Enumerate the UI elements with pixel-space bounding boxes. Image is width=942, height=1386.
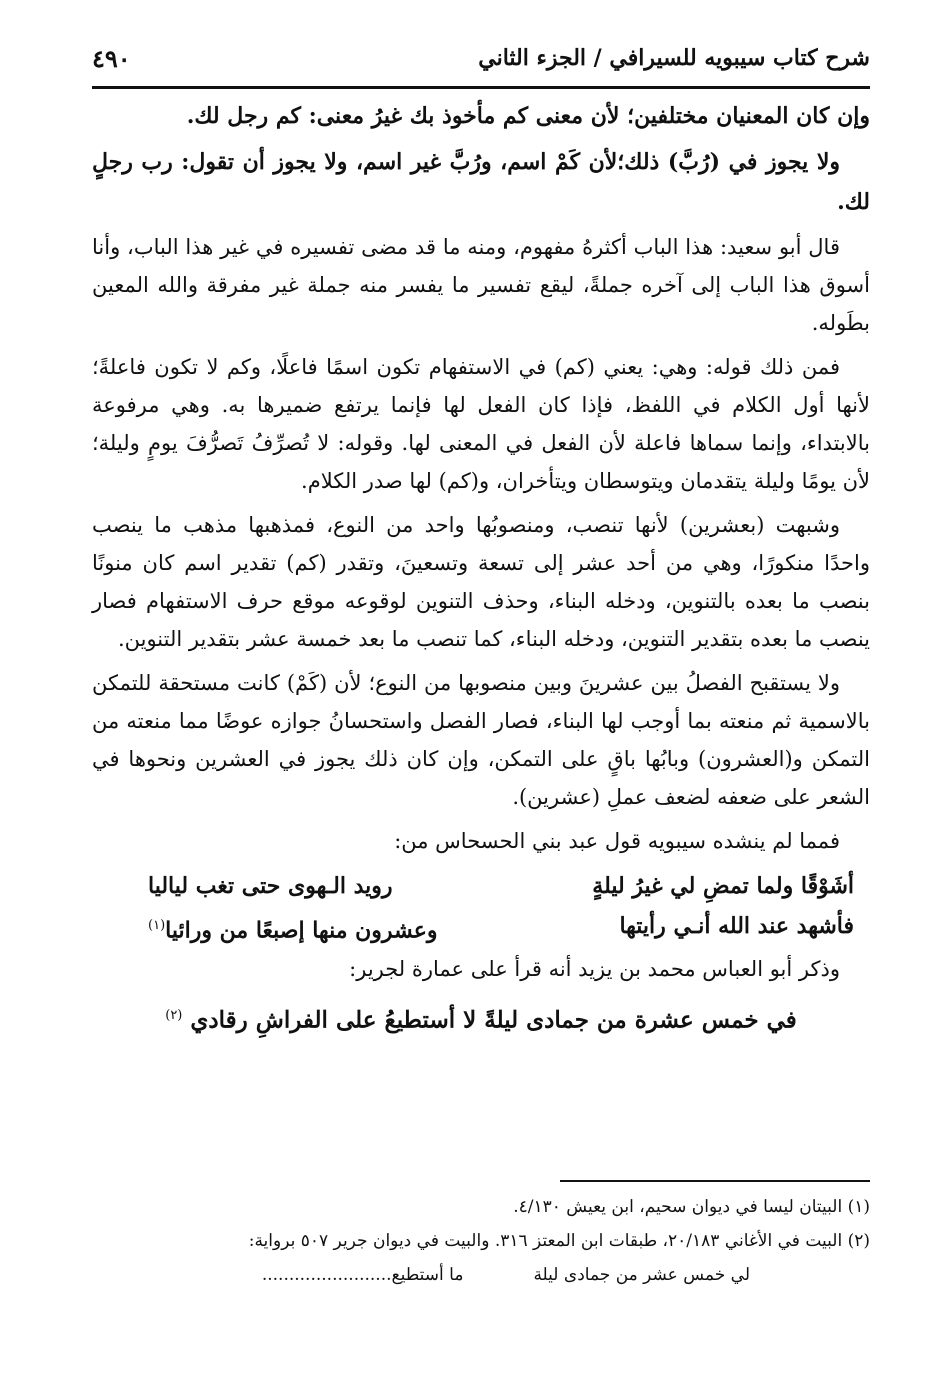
footnote-1: (١) البيتان ليسا في ديوان سحيم، ابن يعيش ٤/١٣٠. — [513, 1197, 870, 1217]
verse-2-second-hemistich — [148, 906, 437, 950]
verse-2-first-hemistich: فأشهد عند الله أنـي رأيتها — [619, 913, 854, 939]
page-number: ٤٩٠ — [92, 43, 131, 73]
footnote-2: (٢) البيت في الأغاني ٢٠/١٨٣، طبقات ابن المعتز ٣١٦. والبيت في ديوان جرير ٥٠٧ برواية: — [248, 1231, 870, 1251]
verse-line-2 — [92, 906, 870, 950]
single-verse-text: في خمس عشرة من جمادى ليلةً لا أستطيعُ على الفراشِ رقادي — [190, 1006, 797, 1034]
running-title: شرح كتاب سيبويه للسيرافي / الجزء الثاني — [478, 45, 870, 71]
paragraph-2: ولا يجوز في (رُبَّ) ذلك؛لأن كَمْ اسم، ورُبَّ غير اسم، ولا يجوز أن تقول: رب رجلٍ لك. — [92, 149, 870, 215]
page-header — [92, 30, 870, 89]
paragraph-4: فمن ذلك قوله: وهي: يعني (كم) في الاستفهام تكون اسمًا فاعلًا، وكم لا تكون فاعلةً؛ لأنها أول الكلام في اللفظ، فإذا كان الفعل لها فإنما يرتفع ضميرها به. وهي مرفوعة بالابتداء، وإنما سماها فاعلة لأن الفعل في المعنى لها. وقوله: لا تُصرِّفُ تَصرُّفَ يومٍ وليلة؛ لأن يومًا وليلة يتقدمان ويتوسطان ويتأخران، و(كم) لها صدر الكلام. — [92, 355, 870, 493]
footnote-verse — [92, 1258, 870, 1292]
footnotes — [92, 1190, 870, 1292]
footnote-divider — [560, 1180, 870, 1182]
paragraph-6: ولا يستقبح الفصلُ بين عشرينَ وبين منصوبها من النوع؛ لأن (كَمْ) كانت مستحقة للتمكن بالاسمية ثم منعته بما أوجب لها البناء، فصار الفصل واستحسانُ جوازه عوضًا مما منعته من التمكن و(العشرون) وبابُها باقٍ على التمكن، وإن كان ذلك يجوز في العشرين ونحوها في الشعر على ضعفه لضعف عملِ (عشرين). — [92, 671, 870, 809]
verse-1-second-hemistich: رويد الـهوى حتى تغب لياليا — [148, 873, 393, 899]
body-text — [92, 96, 870, 1053]
paragraph-8: وذكر أبو العباس محمد بن يزيد أنه قرأ على عمارة لجرير: — [349, 957, 840, 982]
footnote-verse-second: ما أستطيع........................ — [261, 1265, 464, 1285]
footnote-marker-2: (٢) — [165, 1008, 183, 1024]
paragraph-5: وشبهت (بعشرين) لأنها تنصب، ومنصوبُها واحد من النوع، فمذهبها مذهب ما ينصب واحدًا منكورًا، وهي من أحد عشر إلى تسعة وتسعينَ، وتقدر (كم) تقدير اسم كان منونًا بنصب ما بعده بالتنوين، ودخله البناء، وحذف التنوين لوقوعه موقع حرف الاستفهام فصار ينصب ما بعده بتقدير التنوين، ودخله البناء، كما تنصب ما بعد خمسة عشر بتقدير التنوين. — [92, 513, 870, 651]
verse-2-second-text: وعشرون منها إصبعًا من ورائيا — [165, 917, 438, 944]
single-verse — [92, 994, 870, 1043]
paragraph-1: وإن كان المعنيان مختلفين؛ لأن معنى كم مأخوذ بك غيرُ معنى: كم رجل لك. — [186, 103, 870, 129]
verse-line-1 — [92, 866, 870, 906]
footnote-marker-1: (١) — [148, 918, 166, 933]
paragraph-3: قال أبو سعيد: هذا الباب أكثرهُ مفهوم، ومنه ما قد مضى تفسيره في غير هذا الباب، وأنا أسوق هذا الباب إلى آخره جملةً، ليقع تفسير ما يفسر منه جملة غير مفرقة والله المعين بطَوله. — [92, 235, 870, 335]
paragraph-7: فمما لم ينشده سيبويه قول عبد بني الحسحاس من: — [394, 829, 840, 853]
verse-1-first-hemistich: أشَوْقًا ولما تمضِ لي غيرُ ليلةٍ — [592, 873, 854, 899]
footnote-verse-first: لي خمس عشر من جمادى ليلة — [533, 1265, 750, 1285]
